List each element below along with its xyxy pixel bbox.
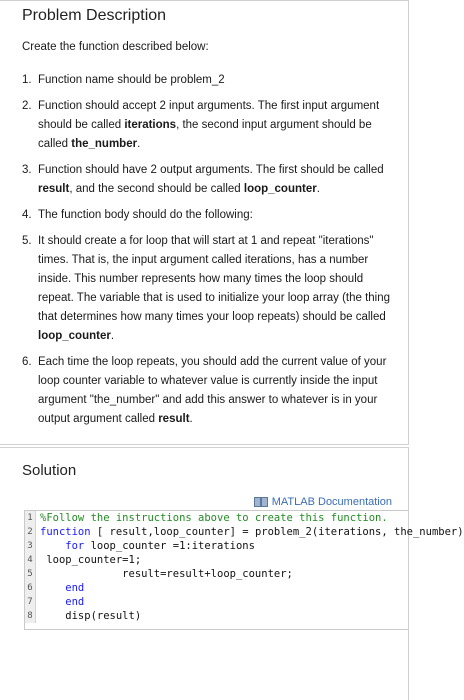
matlab-documentation-link[interactable]: [254, 496, 392, 508]
line-number: 7: [25, 595, 36, 609]
item-text: Function should accept 2 input arguments. The first input argument should be called: [38, 100, 380, 131]
list-item: [22, 206, 392, 225]
line-number: 1: [25, 511, 36, 525]
line-number: 3: [25, 539, 36, 553]
requirements-list: [22, 71, 392, 436]
line-number: 6: [25, 581, 36, 595]
item-bold-text: the_number: [71, 138, 138, 150]
list-item: [22, 232, 392, 346]
code-text: result=result+loop_counter;: [40, 568, 293, 580]
line-number: 2: [25, 525, 36, 539]
code-text: disp(result): [40, 610, 142, 622]
item-number: 4.: [22, 209, 32, 221]
solution-panel: [0, 447, 464, 700]
item-text: .: [316, 183, 320, 195]
item-text: Each time the loop repeats, you should add the current value of your loop counter variable to whatever value is currently inside the input argument "the_number" and add this answer to whatever is in your output argument called: [38, 356, 387, 425]
item-number: 2.: [22, 100, 32, 112]
problem-intro: Create the function described below:: [22, 41, 209, 53]
line-number: 5: [25, 567, 36, 581]
code-keyword: for: [40, 540, 85, 552]
item-number: 5.: [22, 235, 32, 247]
item-text: .: [137, 138, 141, 150]
item-number: 6.: [22, 356, 32, 368]
list-item: [22, 161, 392, 199]
item-bold-text: loop_counter: [243, 183, 317, 195]
item-text: Function name should be problem_2: [38, 74, 225, 86]
code-line: [25, 511, 408, 525]
code-text: loop_counter=1;: [40, 554, 142, 566]
item-bold-text: result: [38, 183, 70, 195]
doc-link-label[interactable]: MATLAB Documentation: [271, 496, 392, 508]
item-number: 1.: [22, 74, 32, 86]
code-line: [25, 567, 408, 581]
item-text: .: [189, 413, 193, 425]
item-text: .: [110, 330, 115, 342]
code-line: [25, 609, 408, 623]
item-text: , and the second should be called: [69, 183, 244, 195]
item-text: It should create a for loop that will start at 1 and repeat "iterations" times. That is, the input argument called iterations, has a number inside. This number represents how many times the loop should repeat. The variable that is used to initialize your loop array (the thing that determines how many times your loop repeats) should be called: [38, 235, 391, 323]
line-number: 8: [25, 609, 36, 623]
code-comment: %Follow the instructions above to create this function.: [40, 512, 388, 524]
item-text: , the second input argument should be called: [38, 119, 372, 150]
item-text: Function should have 2 output arguments. The first should be called: [38, 164, 384, 176]
code-keyword: end: [40, 596, 85, 608]
code-line: [25, 525, 464, 539]
book-icon: [254, 497, 268, 507]
list-item: [22, 97, 392, 154]
solution-title: Solution: [22, 462, 77, 479]
code-line: [25, 553, 408, 567]
item-number: 3.: [22, 164, 32, 176]
line-number: 4: [25, 553, 36, 567]
code-keyword: end: [40, 582, 85, 594]
code-editor[interactable]: [24, 510, 464, 630]
code-text: [ result,loop_counter] = problem_2(iterations, the_number): [90, 526, 464, 538]
item-bold-text: result: [158, 413, 190, 425]
code-text: loop_counter =1:iterations: [84, 540, 255, 552]
code-line: [25, 581, 408, 595]
code-keyword: function: [40, 526, 91, 538]
code-line: [25, 539, 408, 553]
code-line: [25, 595, 408, 609]
list-item: [22, 71, 392, 90]
problem-title: Problem Description: [22, 7, 167, 24]
item-bold-text: iterations: [124, 119, 177, 131]
item-text: The function body should do the following:: [38, 209, 253, 221]
item-bold-text: loop_counter: [38, 330, 111, 342]
list-item: [22, 353, 392, 429]
